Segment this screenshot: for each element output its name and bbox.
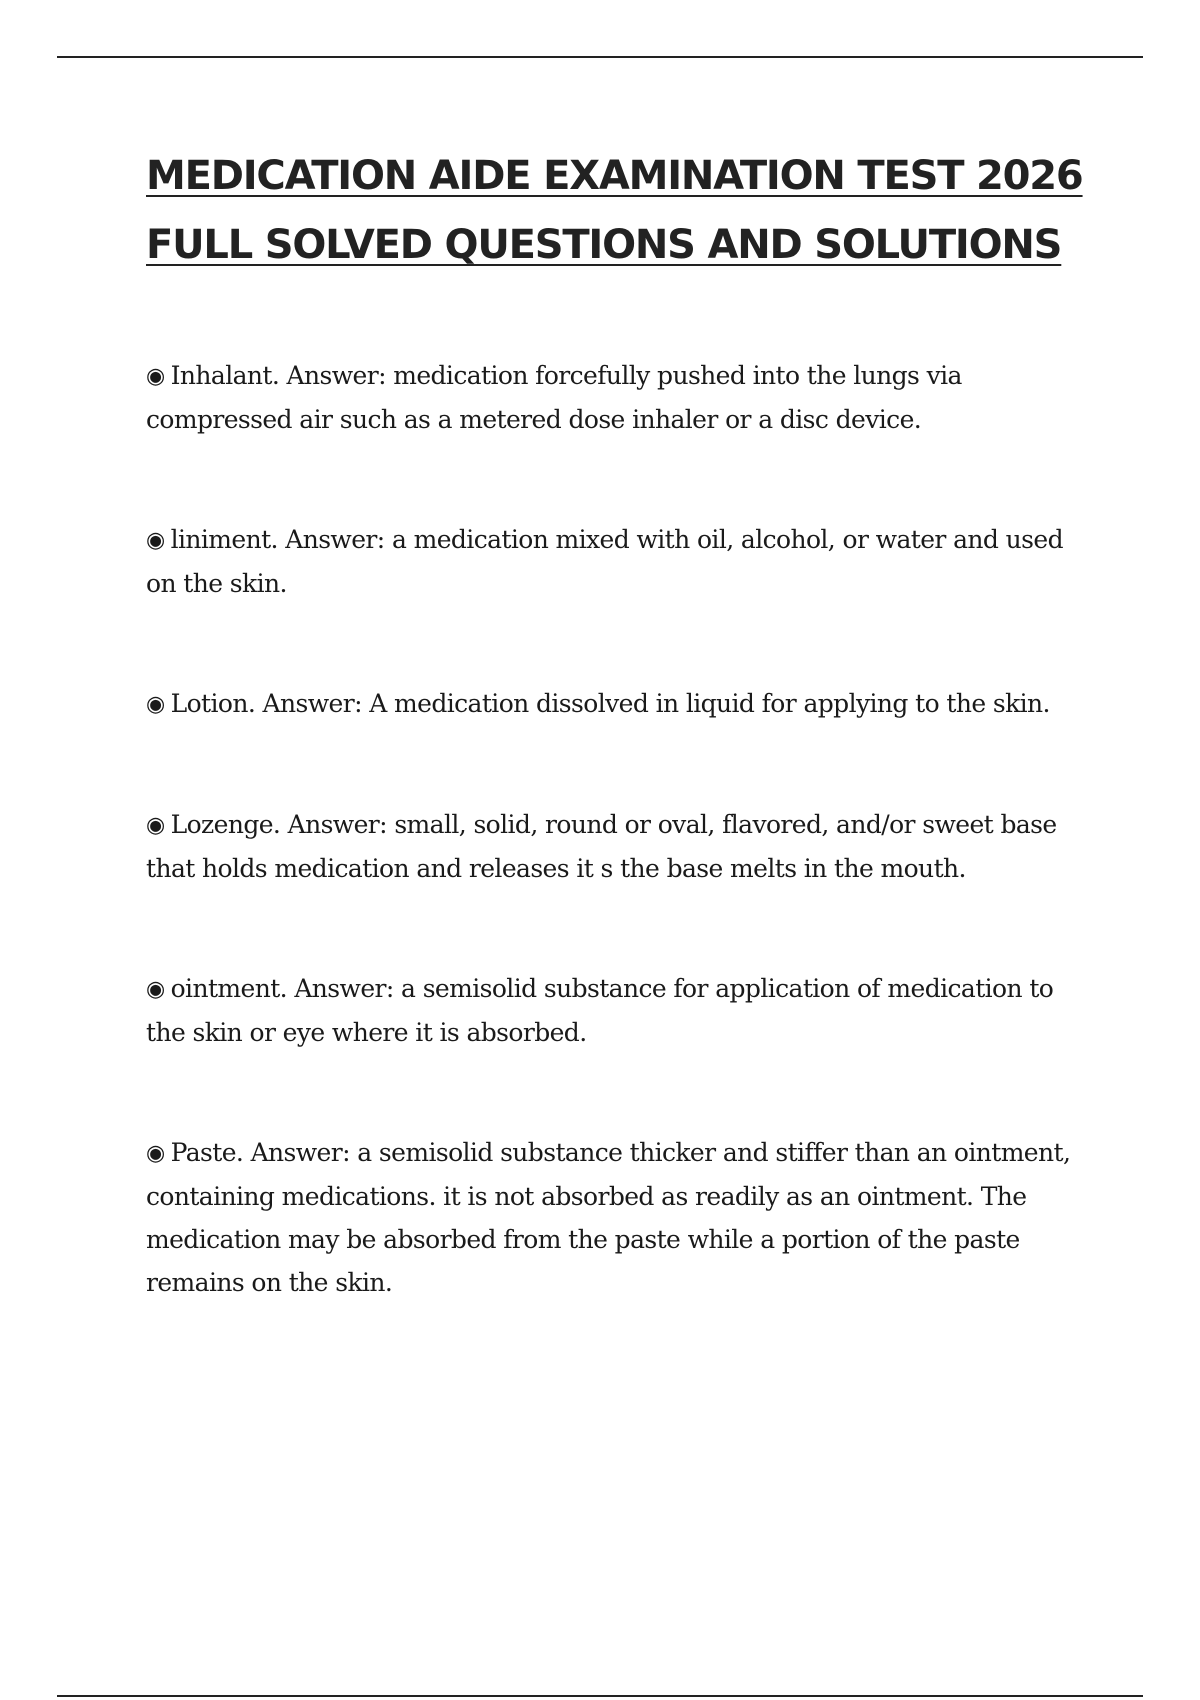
qa-item-liniment [146, 518, 1086, 605]
radio-bullet-icon: ◉ [146, 813, 165, 838]
qa-item-paste [146, 1131, 1086, 1304]
title-line-2: FULL SOLVED QUESTIONS AND SOLUTIONS [146, 222, 1062, 268]
qa-text: Lotion. Answer: A medication dissolved in liquid for applying to the skin. [170, 689, 1050, 718]
qa-item-lotion [146, 682, 1086, 726]
qa-text: ointment. Answer: a semisolid substance for application of medication to the skin or eye where it is absorbed. [146, 974, 1054, 1047]
title-line-1: MEDICATION AIDE EXAMINATION TEST 2026 [146, 153, 1083, 199]
qa-list [146, 354, 1086, 1304]
header-rule [57, 56, 1143, 58]
radio-bullet-icon: ◉ [146, 1141, 165, 1166]
qa-item-inhalant [146, 354, 1086, 441]
qa-item-lozenge [146, 803, 1086, 890]
radio-bullet-icon: ◉ [146, 528, 165, 553]
qa-text: liniment. Answer: a medication mixed with oil, alcohol, or water and used on the skin. [146, 525, 1063, 598]
qa-item-ointment [146, 967, 1086, 1054]
radio-bullet-icon: ◉ [146, 364, 165, 389]
qa-text: Lozenge. Answer: small, solid, round or oval, flavored, and/or sweet base that holds medication and releases it s the base melts in the mouth. [146, 810, 1057, 883]
radio-bullet-icon: ◉ [146, 692, 165, 717]
qa-text: Inhalant. Answer: medication forcefully pushed into the lungs via compressed air such as a metered dose inhaler or a disc device. [146, 361, 962, 434]
footer-rule [57, 1695, 1143, 1697]
qa-text: Paste. Answer: a semisolid substance thicker and stiffer than an ointment, containing medications. it is not absorbed as readily as an ointment. The medication may be absorbed from the paste while a portion of the paste remains on the skin. [146, 1138, 1071, 1297]
radio-bullet-icon: ◉ [146, 977, 165, 1002]
document-title [146, 142, 1106, 280]
